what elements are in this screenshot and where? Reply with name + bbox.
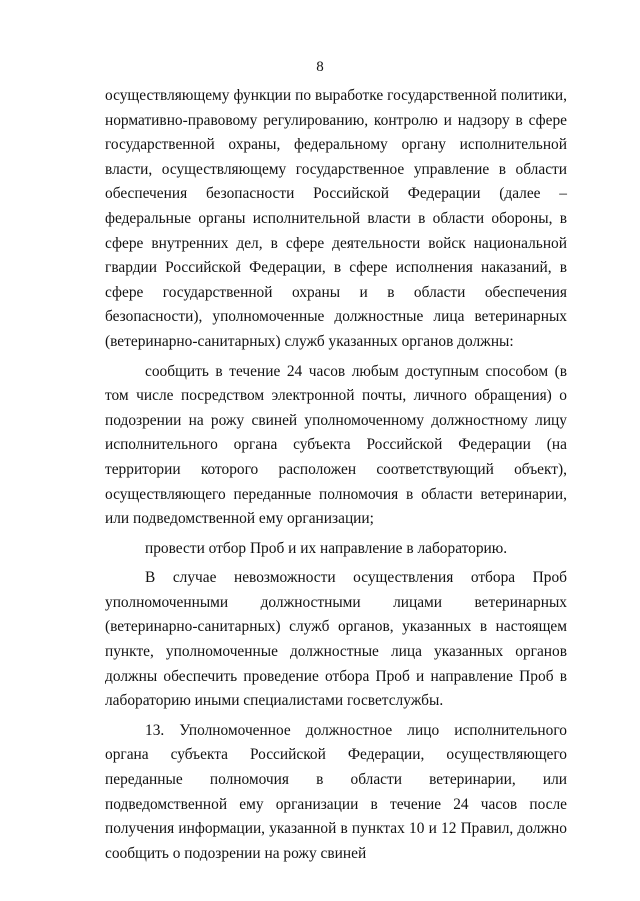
paragraph-item-13: 13. Уполномоченное должностное лицо исполнительного органа субъекта Российской Федерации, осуществляющего переданные полномочия в области ветеринарии, или подведомственной ему организации в течение 24 часов после получения информации, указанной в пунктах 10 и 12 Правил, должно сообщить о подозрении на рожу свиней [105, 721, 567, 862]
page-number: 8 [316, 59, 324, 75]
paragraph-continuation: осуществляющему функции по выработке государственной политики, нормативно-правовому регулированию, контролю и надзору в сфере государственной охраны, федеральному органу исполнительной власти, осуществляющему государственное управление в области обеспечения безопасности Российской Федерации (далее – федеральные органы исполнительной власти в области обороны, в сфере внутренних дел, в сфере деятельности войск национальной гвардии Российской Федерации, в сфере исполнения наказаний, в сфере государственной охраны и в области обеспечения безопасности), уполномоченные должностные лица ветеринарных (ветеринарно-санитарных) служб указанных органов должны: [105, 87, 567, 350]
paragraph-sampling: провести отбор Проб и их направление в лабораторию. [145, 539, 508, 557]
paragraph-report-obligation: сообщить в течение 24 часов любым доступным способом (в том числе посредством электронной почты, личного обращения) о подозрении на рожу свиней уполномоченному должностному лицу исполнительного органа субъекта Российской Федерации (на территории которого расположен соответствующий объект), осуществляющего переданные полномочия в области ветеринарии, или подведомственной ему организации; [105, 362, 567, 528]
document-body [105, 84, 567, 866]
paragraph-impossibility: В случае невозможности осуществления отбора Проб уполномоченными должностными лицами ветеринарных (ветеринарно-санитарных) служб органов, указанных в настоящем пункте, уполномоченные должностные лица указанных органов должны обеспечить проведение отбора Проб и направление Проб в лабораторию иными специалистами госветслужбы. [105, 569, 567, 710]
